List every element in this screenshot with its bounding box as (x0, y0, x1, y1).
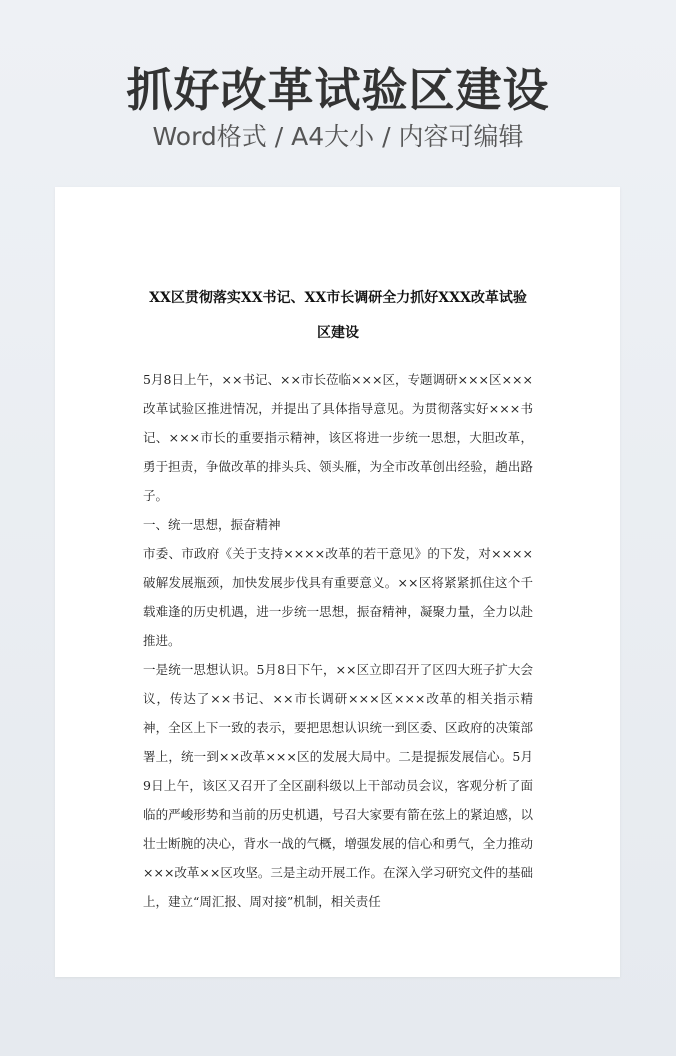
paragraph-intro: 5月8日上午，××书记、××市长莅临×××区，专题调研×××区×××改革试验区推进情况，并提出了具体指导意见。为贯彻落实好×××书记、×××市长的重要指示精神，该区将进一步统一思想，大胆改革，勇于担责，争做改革的排头兵、领头雁，为全市改革创出经验，趟出路子。 (143, 372, 533, 503)
document-title: XX区贯彻落实XX书记、XX市长调研全力抓好XXX改革试验区建设 (149, 290, 527, 341)
section-heading: 一、统一思想，振奋精神 (143, 517, 281, 532)
paragraph-background: 市委、市政府《关于支持××××改革的若干意见》的下发，对××××破解发展瓶颈，加快发展步伐具有重要意义。××区将紧紧抓住这个千载难逢的历史机遇，进一步统一思想，振奋精神，凝聚力量，全力以赴推进。 (143, 546, 533, 648)
banner-title: 抓好改革试验区建设 (126, 63, 550, 117)
banner (0, 62, 676, 154)
banner-subtitle: Word格式 / A4大小 / 内容可编辑 (152, 122, 524, 151)
document-page (55, 187, 620, 977)
document-body (143, 365, 533, 916)
paragraph-measures: 一是统一思想认识。5月8日下午，××区立即召开了区四大班子扩大会议，传达了××书记、××市长调研×××区×××改革的相关指示精神，全区上下一致的表示，要把思想认识统一到区委、区政府的决策部署上，统一到××改革×××区的发展大局中。二是提振发展信心。5月9日上午，该区又召开了全区副科级以上干部动员会议，客观分析了面临的严峻形势和当前的历史机遇，号召大家要有箭在弦上的紧迫感，以壮士断腕的决心，背水一战的气概，增强发展的信心和勇气，全力推动×××改革××区攻坚。三是主动开展工作。在深入学习研究文件的基础上，建立“周汇报、周对接”机制，相关责任 (143, 662, 533, 909)
